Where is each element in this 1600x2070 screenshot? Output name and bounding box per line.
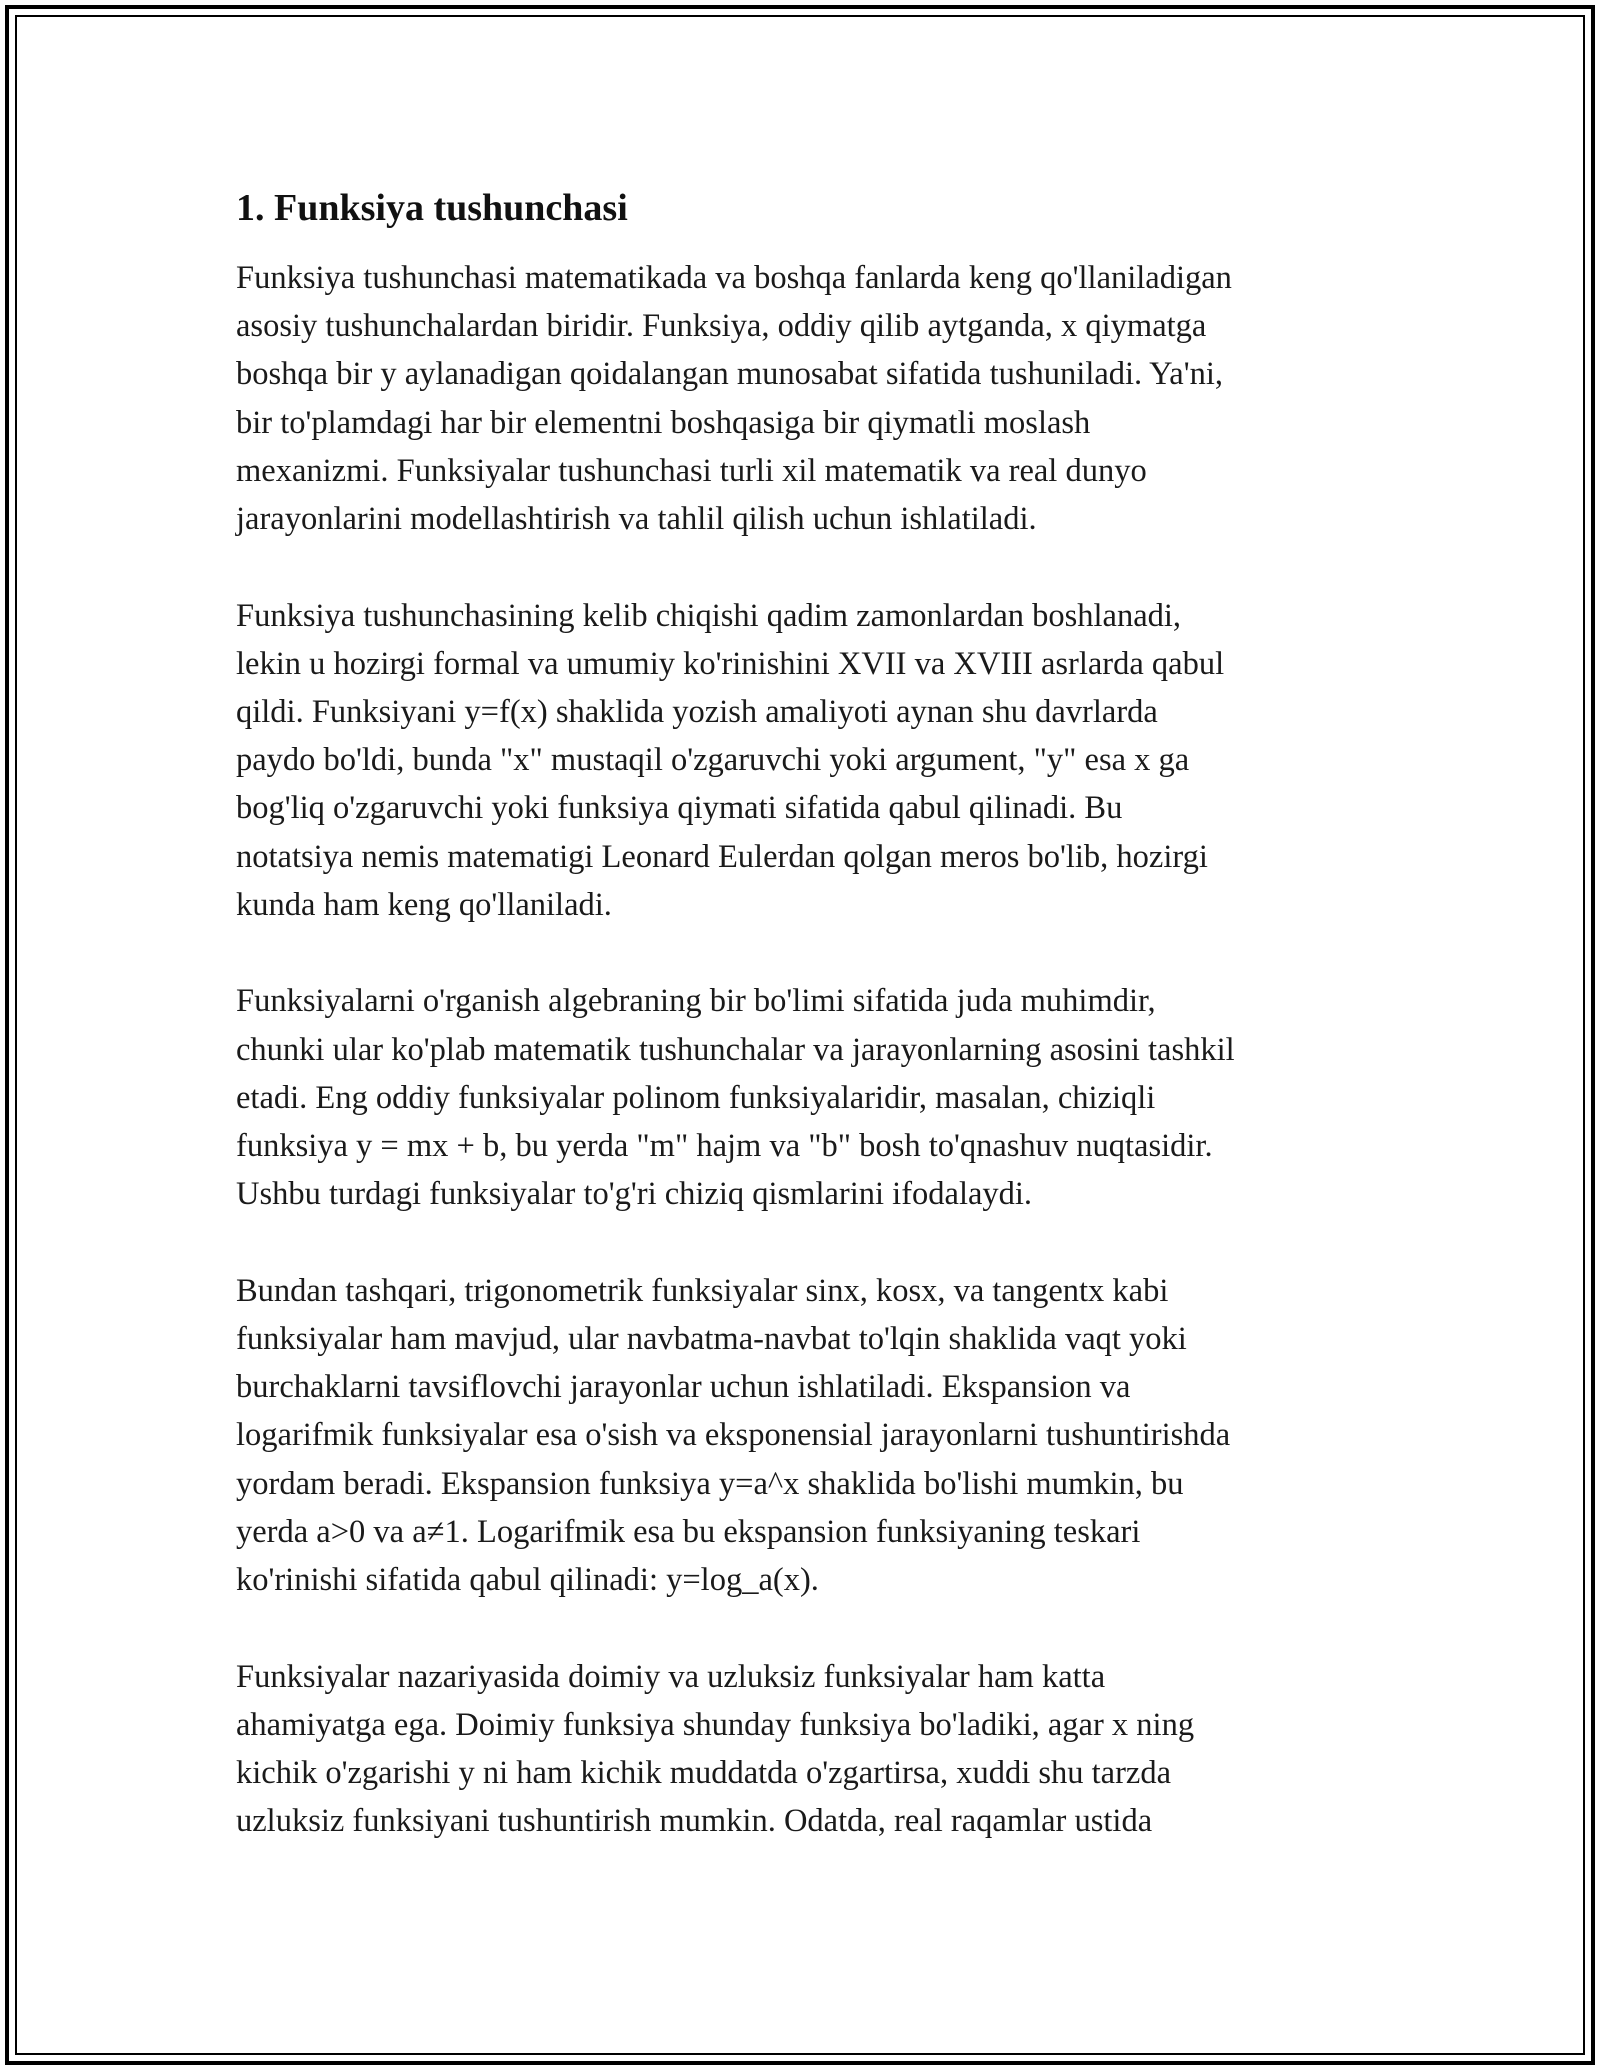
paragraph-2 <box>236 592 1376 929</box>
text-line: asosiy tushunchalardan biridir. Funksiya, oddiy qilib aytganda, x qiymatga <box>236 308 1207 345</box>
text-line: yerda a>0 va a≠1. Logarifmik esa bu ekspansion funksiyaning teskari <box>236 1513 1141 1550</box>
paragraph-4 <box>236 1267 1376 1604</box>
text-line: kichik o'zgarishi y ni ham kichik muddatda o'zgartirsa, xuddi shu tarzda <box>236 1755 1172 1792</box>
text-line: kunda ham keng qo'llaniladi. <box>236 886 612 923</box>
text-line: Funksiya tushunchasining kelib chiqishi qadim zamonlardan boshlanadi, <box>236 597 1182 634</box>
text-line: ko'rinishi sifatida qabul qilinadi: y=log_a(x). <box>236 1562 819 1599</box>
document-body <box>236 184 1376 1845</box>
text-line: boshqa bir y aylanadigan qoidalangan munosabat sifatida tushuniladi. Ya'ni, <box>236 356 1223 393</box>
text-line: funksiyalar ham mavjud, ular navbatma-navbat to'lqin shaklida vaqt yoki <box>236 1321 1187 1358</box>
text-line: notatsiya nemis matematigi Leonard Eulerdan qolgan meros bo'lib, hozirgi <box>236 838 1208 875</box>
text-line: etadi. Eng oddiy funksiyalar polinom funksiyalaridir, masalan, chiziqli <box>236 1079 1156 1116</box>
paragraph-1 <box>236 254 1376 543</box>
text-line: Ushbu turdagi funksiyalar to'g'ri chiziq qismlarini ifodalaydi. <box>236 1176 1033 1213</box>
text-line: Funksiya tushunchasi matematikada va boshqa fanlarda keng qo'llaniladigan <box>236 260 1232 296</box>
text-line: chunki ular ko'plab matematik tushunchalar va jarayonlarning asosini tashkil <box>236 1031 1235 1068</box>
text-line: bog'liq o'zgaruvchi yoki funksiya qiymati sifatida qabul qilinadi. Bu <box>236 790 1123 827</box>
text-line: qildi. Funksiyani y=f(x) shaklida yozish amaliyoti aynan shu davrlarda <box>236 694 1158 731</box>
text-line: ahamiyatga ega. Doimiy funksiya shunday funksiya bo'ladiki, agar x ning <box>236 1706 1195 1743</box>
text-line: bir to'plamdagi har bir elementni boshqasiga bir qiymatli moslash <box>236 404 1091 441</box>
text-line: logarifmik funksiyalar esa o'sish va eksponensial jarayonlarni tushuntirishda <box>236 1417 1231 1454</box>
text-line: uzluksiz funksiyani tushuntirish mumkin. Odatda, real raqamlar ustida <box>236 1803 1153 1840</box>
text-line: paydo bo'ldi, bunda "x" mustaqil o'zgaruvchi yoki argument, "y" esa x ga <box>236 742 1190 779</box>
text-line: Funksiyalar nazariyasida doimiy va uzluksiz funksiyalar ham katta <box>236 1658 1106 1695</box>
paragraph-3 <box>236 977 1376 1218</box>
text-line: mexanizmi. Funksiyalar tushunchasi turli xil matematik va real dunyo <box>236 452 1147 489</box>
text-line: funksiya y = mx + b, bu yerda "m" hajm va "b" bosh to'qnashuv nuqtasidir. <box>236 1128 1213 1165</box>
text-line: Bundan tashqari, trigonometrik funksiyalar sinx, kosx, va tangentx kabi <box>236 1272 1169 1309</box>
text-line: lekin u hozirgi formal va umumiy ko'rinishini XVII va XVIII asrlarda qabul <box>236 645 1225 682</box>
text-line: yordam beradi. Ekspansion funksiya y=a^x shaklida bo'lishi mumkin, bu <box>236 1465 1184 1502</box>
section-heading: 1. Funksiya tushunchasi <box>236 187 628 229</box>
text-line: burchaklarni tavsiflovchi jarayonlar uchun ishlatiladi. Ekspansion va <box>236 1369 1131 1406</box>
text-line: jarayonlarini modellashtirish va tahlil qilish uchun ishlatiladi. <box>236 501 1037 538</box>
text-line: Funksiyalarni o'rganish algebraning bir bo'limi sifatida juda muhimdir, <box>236 983 1156 1020</box>
paragraph-5 <box>236 1653 1376 1846</box>
